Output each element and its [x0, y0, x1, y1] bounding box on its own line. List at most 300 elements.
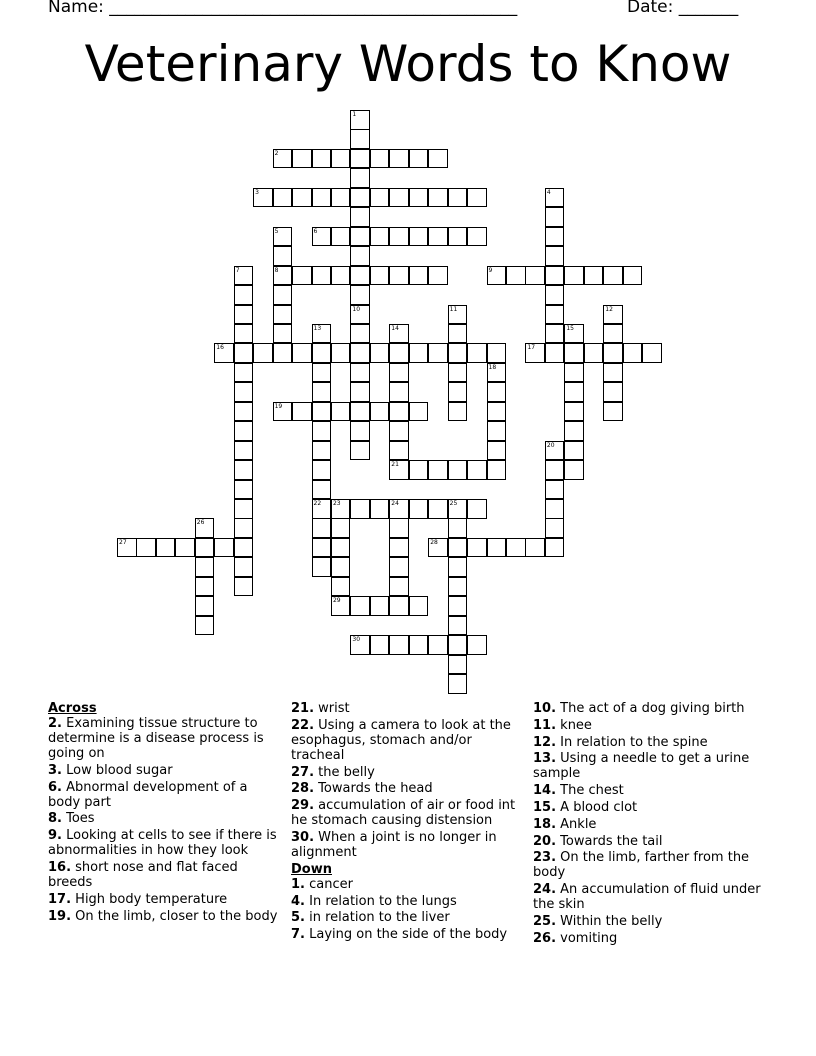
clue-item	[48, 716, 280, 761]
crossword-cell[interactable]	[350, 421, 370, 441]
crossword-cell[interactable]	[350, 596, 370, 616]
crossword-cell[interactable]	[234, 343, 254, 363]
crossword-cell[interactable]	[234, 402, 254, 422]
crossword-cell[interactable]	[564, 324, 584, 344]
crossword-cell[interactable]	[389, 227, 409, 247]
crossword-cell[interactable]	[448, 324, 468, 344]
crossword-cell[interactable]	[292, 402, 312, 422]
crossword-cell[interactable]	[331, 538, 351, 558]
crossword-cell[interactable]	[487, 538, 507, 558]
clue-number: 3	[255, 188, 259, 196]
crossword-cell[interactable]	[350, 285, 370, 305]
crossword-cell[interactable]	[350, 246, 370, 266]
clue-item-number: 19.	[48, 908, 72, 924]
clue-number: 20	[546, 441, 555, 449]
crossword-cell[interactable]	[545, 285, 565, 305]
crossword-cell[interactable]	[350, 382, 370, 402]
crossword-cell[interactable]	[389, 577, 409, 597]
clue-item-text: Examining tissue structure to determine is a disease process is going on	[48, 716, 264, 761]
crossword-cell[interactable]	[603, 324, 623, 344]
clue-item-number: 18.	[533, 816, 557, 832]
crossword-cell[interactable]	[292, 343, 312, 363]
crossword-cell[interactable]	[234, 441, 254, 461]
crossword-cell[interactable]	[292, 188, 312, 208]
page-title: Veterinary Words to Know	[84, 35, 732, 93]
crossword-cell[interactable]	[370, 149, 390, 169]
crossword-cell[interactable]	[545, 188, 565, 208]
crossword-cell[interactable]	[545, 246, 565, 266]
crossword-cell[interactable]	[545, 480, 565, 500]
crossword-cell[interactable]	[234, 577, 254, 597]
clue-item	[533, 751, 765, 781]
clue-item-text: On the limb, closer to the body	[71, 908, 278, 924]
crossword-cell[interactable]	[487, 363, 507, 383]
crossword-cell[interactable]	[448, 460, 468, 480]
clue-item-text: Low blood sugar	[61, 762, 173, 778]
clue-number: 7	[235, 266, 240, 274]
crossword-cell[interactable]	[545, 305, 565, 325]
crossword-cell[interactable]	[292, 266, 312, 286]
clue-item-text: A blood clot	[556, 799, 638, 815]
clue-number: 16	[216, 344, 224, 352]
clue-number: 25	[449, 500, 458, 507]
crossword-cell[interactable]	[564, 421, 584, 441]
date-field[interactable]: Date: _______	[627, 0, 739, 17]
clue-item-text: in relation to the liver	[304, 910, 450, 926]
crossword-cell[interactable]	[370, 596, 390, 616]
crossword-cell[interactable]	[312, 382, 332, 402]
crossword-cell[interactable]	[409, 227, 429, 247]
crossword-cell[interactable]	[545, 343, 565, 363]
crossword-cell[interactable]	[234, 480, 254, 500]
crossword-cell[interactable]	[312, 441, 332, 461]
clue-item-text: Towards the head	[314, 781, 433, 797]
crossword-cell[interactable]	[312, 149, 332, 169]
clue-item-text: wrist	[314, 701, 350, 716]
crossword-cell[interactable]	[448, 557, 468, 577]
crossword-cell[interactable]	[234, 363, 254, 383]
crossword-cell[interactable]	[487, 460, 507, 480]
clue-number: 18	[488, 363, 497, 371]
crossword-cell[interactable]	[136, 538, 156, 558]
crossword-cell[interactable]	[331, 227, 351, 247]
crossword-cell[interactable]	[525, 343, 545, 363]
crossword-cell[interactable]	[623, 343, 643, 363]
crossword-cell[interactable]	[487, 343, 507, 363]
crossword-cell[interactable]	[467, 460, 487, 480]
clue-item-number: 20.	[533, 833, 557, 849]
crossword-cell[interactable]	[389, 557, 409, 577]
crossword-cell[interactable]	[273, 285, 293, 305]
crossword-cell[interactable]	[253, 188, 273, 208]
crossword-cell[interactable]	[389, 460, 409, 480]
clue-item-text: When a joint is no longer in alignment	[291, 829, 497, 860]
crossword-cell[interactable]	[603, 402, 623, 422]
crossword-cell[interactable]	[545, 324, 565, 344]
crossword-cell[interactable]	[409, 499, 429, 519]
clue-item-number: 13.	[533, 751, 557, 767]
crossword-cell[interactable]	[584, 266, 604, 286]
crossword-cell[interactable]	[350, 168, 370, 188]
crossword-cell[interactable]	[253, 343, 273, 363]
crossword-cell[interactable]	[389, 499, 409, 519]
crossword-cell[interactable]	[389, 538, 409, 558]
crossword-cell[interactable]	[331, 188, 351, 208]
clue-item-number: 16.	[48, 859, 72, 875]
clue-item-text: Using a needle to get a urine sample	[533, 751, 750, 782]
clue-number: 26	[196, 519, 205, 527]
crossword-cell[interactable]	[273, 188, 293, 208]
crossword-cell[interactable]	[312, 460, 332, 480]
clue-item	[48, 780, 280, 810]
crossword-cell[interactable]	[428, 538, 448, 558]
crossword-cell[interactable]	[564, 460, 584, 480]
crossword-cell[interactable]	[370, 402, 390, 422]
crossword-cell[interactable]	[409, 460, 429, 480]
crossword-cell[interactable]	[312, 480, 332, 500]
crossword-cell[interactable]	[350, 324, 370, 344]
clue-item-text: Laying on the side of the body	[304, 927, 508, 943]
crossword-cell[interactable]	[312, 557, 332, 577]
clue-item-text: short nose and flat faced breeds	[48, 859, 238, 890]
crossword-cell[interactable]	[564, 363, 584, 383]
crossword-cell[interactable]	[234, 324, 254, 344]
clue-item-number: 17.	[48, 891, 72, 907]
crossword-cell[interactable]	[603, 343, 623, 363]
crossword-cell[interactable]	[467, 188, 487, 208]
crossword-cell[interactable]	[525, 266, 545, 286]
crossword-cell[interactable]	[389, 635, 409, 655]
clue-column-2	[291, 701, 523, 944]
crossword-cell[interactable]	[467, 227, 487, 247]
crossword-cell[interactable]	[448, 363, 468, 383]
crossword-cell[interactable]	[234, 305, 254, 325]
crossword-cell[interactable]	[467, 538, 487, 558]
crossword-cell[interactable]	[428, 499, 448, 519]
crossword-cell[interactable]	[389, 402, 409, 422]
crossword-cell[interactable]	[389, 363, 409, 383]
clue-item-number: 6.	[48, 779, 62, 795]
crossword-cell[interactable]	[234, 518, 254, 538]
crossword-cell[interactable]	[312, 227, 332, 247]
crossword-cell[interactable]	[370, 227, 390, 247]
crossword-cell[interactable]	[603, 266, 623, 286]
clue-item-text: Ankle	[556, 816, 597, 832]
crossword-cell[interactable]	[234, 460, 254, 480]
clue-item	[291, 765, 523, 780]
clue-item	[48, 828, 280, 858]
crossword-cell[interactable]	[331, 596, 351, 616]
crossword-cell[interactable]	[428, 460, 448, 480]
crossword-cell[interactable]	[214, 343, 234, 363]
crossword-cell[interactable]	[350, 441, 370, 461]
crossword-cell[interactable]	[350, 207, 370, 227]
crossword-cell[interactable]	[545, 499, 565, 519]
crossword-cell[interactable]	[195, 518, 215, 538]
crossword-cell[interactable]	[195, 577, 215, 597]
crossword-cell[interactable]	[331, 402, 351, 422]
crossword-cell[interactable]	[292, 149, 312, 169]
crossword-cell[interactable]	[545, 227, 565, 247]
crossword-cell[interactable]	[273, 149, 293, 169]
clue-item-text: accumulation of air or food int he stomach causing distension	[291, 798, 516, 829]
clue-number: 9	[488, 266, 493, 274]
crossword-cell[interactable]	[350, 499, 370, 519]
clue-item	[291, 701, 523, 716]
crossword-cell[interactable]	[234, 499, 254, 519]
crossword-cell[interactable]	[409, 635, 429, 655]
clue-item-text: Looking at cells to see if there is abnormalities in how they look	[48, 828, 277, 859]
crossword-cell[interactable]	[448, 518, 468, 538]
crossword-cell[interactable]	[273, 246, 293, 266]
crossword-cell[interactable]	[273, 324, 293, 344]
clue-item-number: 4.	[291, 893, 305, 909]
crossword-cell[interactable]	[448, 616, 468, 636]
crossword-cell[interactable]	[312, 343, 332, 363]
clue-item-number: 27.	[291, 764, 315, 780]
crossword-cell[interactable]	[273, 227, 293, 247]
crossword-cell[interactable]	[584, 343, 604, 363]
crossword-cell[interactable]	[564, 266, 584, 286]
clue-item	[291, 894, 523, 909]
crossword-cell[interactable]	[350, 343, 370, 363]
crossword-cell[interactable]	[603, 305, 623, 325]
crossword-cell[interactable]	[448, 596, 468, 616]
crossword-cell[interactable]	[389, 188, 409, 208]
crossword-cell[interactable]	[331, 577, 351, 597]
crossword-cell[interactable]	[409, 596, 429, 616]
crossword-cell[interactable]	[331, 499, 351, 519]
crossword-cell[interactable]	[448, 499, 468, 519]
clue-number: 10	[352, 305, 361, 313]
clue-item-number: 23.	[533, 850, 557, 866]
crossword-cell[interactable]	[506, 538, 526, 558]
clue-item	[533, 850, 765, 880]
crossword-cell[interactable]	[409, 402, 429, 422]
crossword-cell[interactable]	[642, 343, 662, 363]
crossword-cell[interactable]	[350, 363, 370, 383]
crossword-cell[interactable]	[448, 343, 468, 363]
crossword-cell[interactable]	[331, 266, 351, 286]
crossword-cell[interactable]	[448, 577, 468, 597]
crossword-cell[interactable]	[428, 227, 448, 247]
crossword-cell[interactable]	[487, 441, 507, 461]
clue-item-text: Towards the tail	[556, 833, 663, 849]
clue-item	[533, 817, 765, 832]
crossword-cell[interactable]	[234, 382, 254, 402]
crossword-cell[interactable]	[312, 518, 332, 538]
crossword-cell[interactable]	[312, 324, 332, 344]
crossword-cell[interactable]	[195, 557, 215, 577]
clue-section-heading: Down	[291, 861, 332, 877]
clue-item	[533, 914, 765, 929]
crossword-cell[interactable]	[545, 460, 565, 480]
crossword-cell[interactable]	[428, 149, 448, 169]
crossword-cell[interactable]	[467, 635, 487, 655]
clue-number: 2	[274, 149, 279, 157]
crossword-cell[interactable]	[448, 188, 468, 208]
crossword-cell[interactable]	[350, 149, 370, 169]
crossword-cell[interactable]	[234, 421, 254, 441]
crossword-cell[interactable]	[195, 596, 215, 616]
crossword-cell[interactable]	[525, 538, 545, 558]
crossword-cell[interactable]	[234, 538, 254, 558]
crossword-cell[interactable]	[350, 402, 370, 422]
crossword-cell[interactable]	[370, 188, 390, 208]
crossword-cell[interactable]	[389, 324, 409, 344]
clue-item-text: Abnormal development of a body part	[48, 779, 248, 810]
clue-number: 19	[274, 402, 283, 410]
crossword-cell[interactable]	[448, 655, 468, 675]
clue-number: 5	[274, 227, 279, 235]
crossword-cell[interactable]	[467, 499, 487, 519]
crossword-cell[interactable]	[370, 266, 390, 286]
crossword-cell[interactable]	[545, 538, 565, 558]
clue-item-number: 10.	[533, 701, 557, 716]
crossword-cell[interactable]	[603, 382, 623, 402]
crossword-cell[interactable]	[312, 266, 332, 286]
crossword-cell[interactable]	[389, 518, 409, 538]
crossword-cell[interactable]	[487, 266, 507, 286]
crossword-cell[interactable]	[195, 538, 215, 558]
clue-item	[291, 830, 523, 860]
crossword-cell[interactable]	[506, 266, 526, 286]
clue-column-3	[533, 701, 765, 948]
crossword-cell[interactable]	[428, 635, 448, 655]
crossword-cell[interactable]	[409, 343, 429, 363]
clue-item-text: Using a camera to look at the esophagus, stomach and/or tracheal	[291, 717, 511, 763]
crossword-cell[interactable]	[487, 402, 507, 422]
clue-item-number: 12.	[533, 734, 557, 750]
crossword-cell[interactable]	[175, 538, 195, 558]
crossword-cell[interactable]	[350, 129, 370, 149]
crossword-cell[interactable]	[448, 674, 468, 694]
crossword-cell[interactable]	[312, 538, 332, 558]
crossword-cell[interactable]	[409, 188, 429, 208]
crossword-cell[interactable]	[370, 499, 390, 519]
crossword-cell[interactable]	[564, 343, 584, 363]
clue-number: 27	[119, 538, 127, 546]
clue-number: 17	[527, 344, 536, 352]
clue-number: 4	[546, 188, 551, 196]
crossword-cell[interactable]	[448, 382, 468, 402]
crossword-cell[interactable]	[370, 635, 390, 655]
crossword-cell[interactable]	[448, 305, 468, 325]
clue-item-number: 3.	[48, 762, 62, 778]
clue-number: 8	[274, 266, 279, 274]
crossword-cell[interactable]	[312, 188, 332, 208]
crossword-cell[interactable]	[273, 305, 293, 325]
clue-number: 15	[566, 324, 574, 332]
crossword-cell[interactable]	[350, 305, 370, 325]
clue-number: 12	[605, 305, 613, 313]
crossword-cell[interactable]	[428, 343, 448, 363]
crossword-cell[interactable]	[117, 538, 137, 558]
crossword-cell[interactable]	[389, 382, 409, 402]
crossword-cell[interactable]	[331, 343, 351, 363]
name-field[interactable]: Name: ________________________________________________	[48, 0, 518, 17]
crossword-cell[interactable]	[448, 227, 468, 247]
crossword-cell[interactable]	[312, 421, 332, 441]
clue-item-text: vomiting	[556, 930, 618, 946]
clue-item-number: 14.	[533, 783, 557, 799]
crossword-cell[interactable]	[409, 149, 429, 169]
crossword-cell[interactable]	[603, 363, 623, 383]
crossword-cell[interactable]	[331, 557, 351, 577]
crossword-cell[interactable]	[564, 402, 584, 422]
crossword-cell[interactable]	[234, 266, 254, 286]
crossword-cell[interactable]	[312, 363, 332, 383]
clue-item-number: 25.	[533, 913, 557, 929]
clue-item	[533, 834, 765, 849]
crossword-cell[interactable]	[312, 499, 332, 519]
crossword-cell[interactable]	[234, 557, 254, 577]
clue-item-number: 1.	[291, 876, 305, 892]
crossword-cell[interactable]	[545, 207, 565, 227]
crossword-cell[interactable]	[273, 343, 293, 363]
crossword-cell[interactable]	[350, 110, 370, 130]
crossword-cell[interactable]	[448, 538, 468, 558]
clue-column-1	[48, 701, 280, 925]
crossword-cell[interactable]	[564, 441, 584, 461]
crossword-cell[interactable]	[428, 266, 448, 286]
crossword-cell[interactable]	[312, 402, 332, 422]
crossword-cell[interactable]	[156, 538, 176, 558]
crossword-cell[interactable]	[389, 343, 409, 363]
crossword-cell[interactable]	[467, 343, 487, 363]
crossword-cell[interactable]	[448, 402, 468, 422]
crossword-cell[interactable]	[350, 266, 370, 286]
crossword-cell[interactable]	[545, 518, 565, 538]
clue-number: 1	[352, 111, 357, 118]
crossword-cell[interactable]	[487, 382, 507, 402]
crossword-cell[interactable]	[389, 266, 409, 286]
crossword-cell[interactable]	[623, 266, 643, 286]
crossword-cell[interactable]	[331, 518, 351, 538]
crossword-cell[interactable]	[389, 421, 409, 441]
crossword-cell[interactable]	[350, 635, 370, 655]
crossword-cell[interactable]	[389, 596, 409, 616]
clue-item-text: Within the belly	[556, 913, 663, 929]
clue-item	[48, 763, 280, 778]
crossword-cell[interactable]	[214, 538, 234, 558]
crossword-cell[interactable]	[487, 421, 507, 441]
crossword-cell[interactable]	[350, 227, 370, 247]
crossword-cell[interactable]	[273, 402, 293, 422]
crossword-cell[interactable]	[545, 441, 565, 461]
crossword-cell[interactable]	[195, 616, 215, 636]
crossword-cell[interactable]	[273, 266, 293, 286]
crossword-cell[interactable]	[234, 285, 254, 305]
crossword-cell[interactable]	[389, 441, 409, 461]
clue-item-number: 22.	[291, 717, 315, 733]
crossword-cell[interactable]	[448, 635, 468, 655]
clue-number: 6	[313, 227, 318, 235]
clue-number: 30	[352, 636, 361, 644]
clue-item-text: cancer	[304, 876, 353, 892]
crossword-cell[interactable]	[331, 149, 351, 169]
crossword-cell[interactable]	[389, 149, 409, 169]
clue-item	[533, 931, 765, 946]
clue-item	[533, 735, 765, 750]
crossword-cell[interactable]	[409, 266, 429, 286]
crossword-cell[interactable]	[370, 343, 390, 363]
clue-item	[291, 910, 523, 925]
crossword-cell[interactable]	[428, 188, 448, 208]
crossword-cell[interactable]	[564, 382, 584, 402]
crossword-cell[interactable]	[545, 266, 565, 286]
crossword-cell[interactable]	[350, 188, 370, 208]
